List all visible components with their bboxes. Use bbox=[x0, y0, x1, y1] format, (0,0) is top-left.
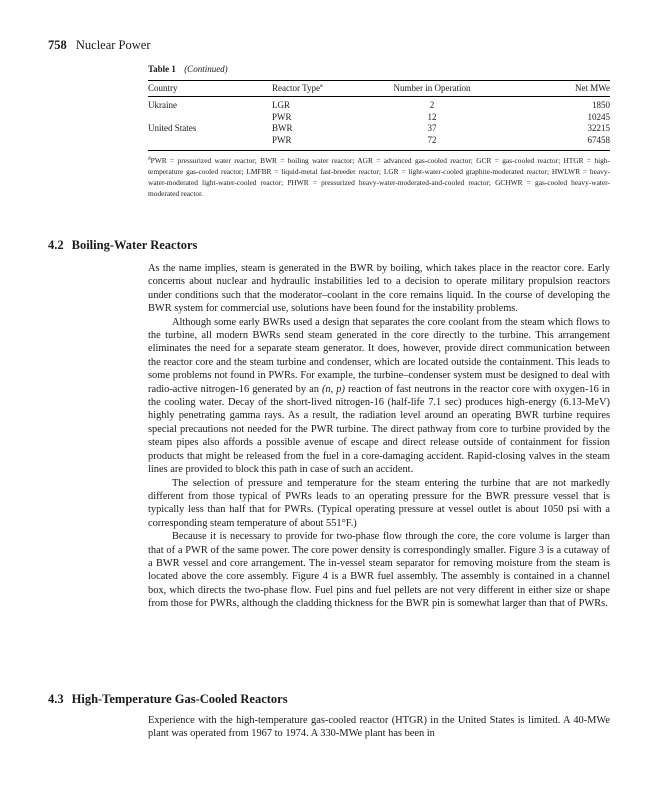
table-header-row bbox=[148, 81, 610, 97]
table-continued: (Continued) bbox=[184, 64, 228, 74]
cell-type: BWR bbox=[272, 123, 293, 133]
section-4-2-body bbox=[148, 262, 610, 611]
cell-mwe: 32215 bbox=[587, 123, 610, 133]
heading-4-2 bbox=[48, 238, 610, 253]
cell-mwe: 67458 bbox=[587, 134, 610, 145]
cell-count: 2 bbox=[429, 100, 435, 110]
paragraph: The selection of pressure and temperature for the steam entering the turbine that are not markedly different from those typical of PWRs leads to an operating pressure for the BWR pressure vessel that is typically less than half that for PWRs. (Typical operating pressure at vessel outlet is about 1050 psi with a corresponding steam temperature of about 551°F.) bbox=[148, 477, 610, 529]
cell-type: LGR bbox=[272, 100, 290, 110]
section-4-3-body bbox=[148, 714, 610, 741]
paragraph bbox=[148, 316, 610, 477]
page-number: 758 bbox=[48, 38, 67, 52]
cell-country bbox=[148, 112, 272, 124]
table-1 bbox=[148, 64, 610, 199]
np-reaction: (n, p) bbox=[321, 383, 345, 395]
cell-mwe: 1850 bbox=[592, 100, 610, 110]
table-label: Table 1 bbox=[148, 64, 176, 74]
running-title: Nuclear Power bbox=[75, 38, 151, 52]
cell-count: 12 bbox=[427, 111, 437, 122]
col-header-net-mwe: Net MWe bbox=[492, 81, 610, 97]
cell-country bbox=[148, 135, 272, 151]
footnote-text: PWR = pressurized water reactor; BWR = boiling water reactor; AGR = advanced gas-cooled reactor; GCR = gas-cooled reactor; HTGR = high-temperature gas-cooled reactor; LMFBR = liquid-metal fast-breeder reactor; LGR = light-water-cooled graphite-moderated reactor; HWLWR = heavy-water-moderated light-water-cooled reactor; PHWR = pressurized heavy-water-moderated-and-cooled reactor; GCHWR = gas-cooled heavy-water-moderated reactor. bbox=[148, 156, 610, 198]
col-header-country: Country bbox=[148, 81, 272, 97]
cell-type: PWR bbox=[272, 134, 292, 145]
cell-count: 37 bbox=[427, 123, 437, 133]
section-number: 4.3 bbox=[48, 692, 64, 706]
section-title: High-Temperature Gas-Cooled Reactors bbox=[71, 692, 288, 706]
col-header-reactor-type bbox=[272, 81, 372, 97]
paragraph-text: reaction of fast neutrons in the reactor core with oxygen-16 in the cooling water. Decay of the short-lived nitrogen-16 (half-life 7.1 sec) produces high-energy (6.13-MeV) highly penetrating gamma rays. As a result, the radiation level around an operating BWR turbine requires special precautions not needed for the PWR turbine. The direct pathway from core to turbine provided by the steam pipes also affords a possible avenue of escape and direct release outside of containment for fission products that might be released from the fuel in a core-damaging accident. Rapid-closing valves in the steam lines are provided to block this path in case of such an accident. bbox=[148, 383, 610, 476]
section-heading-4-2 bbox=[48, 238, 610, 253]
paragraph: Experience with the high-temperature gas-cooled reactor (HTGR) in the United States is limited. A 40-MWe plant was operated from 1967 to 1974. A 330-MWe plant has been in bbox=[148, 715, 610, 740]
section-number: 4.2 bbox=[48, 238, 64, 252]
col-header-number: Number in Operation bbox=[372, 81, 492, 97]
cell-mwe: 10245 bbox=[587, 111, 610, 122]
section-title: Boiling-Water Reactors bbox=[71, 238, 198, 252]
table-row bbox=[148, 135, 610, 151]
paragraph: Because it is necessary to provide for two-phase flow through the core, the core volume is larger than that of a PWR of the same power. The core power density is correspondingly smaller. Figure 3 is a cutaway of a BWR vessel and core arrangement. The in-vessel steam separator for removing moisture from the steam is located above the core assembly. Figure 4 is a BWR fuel assembly. The assembly is contained in a channel box, which directs the two-phase flow. Fuel pins and fuel pellets are not very different in either size or shape from those for PWRs, although the cladding thickness for the BWR pin is somewhat larger than that of PWRs. bbox=[148, 531, 610, 610]
cell-country: Ukraine bbox=[148, 100, 177, 110]
footnote-mark: a bbox=[148, 155, 151, 162]
table-caption bbox=[148, 64, 610, 74]
cell-count: 72 bbox=[427, 134, 437, 145]
table-row bbox=[148, 112, 610, 124]
cell-type: PWR bbox=[272, 111, 292, 122]
paragraph-text: Although some early BWRs used a design that separates the core coolant from the steam which flows to the turbine, all modern BWRs send steam generated in the core directly to the turbine. This arrangement eliminates the need for a separate steam generator. It does, however, provide direct communication between the reactor core and the steam turbine and condenser, which are located outside the containment. This leads to some problems not found in PWRs. For example, the turbine–condenser system must be designed to deal with radio-active nitrogen-16 generated by an bbox=[148, 316, 610, 395]
heading-4-3 bbox=[48, 692, 610, 707]
running-header bbox=[48, 38, 151, 53]
table-row bbox=[148, 123, 610, 135]
table-footnote bbox=[148, 155, 610, 199]
section-heading-4-3 bbox=[48, 692, 610, 707]
table-row bbox=[148, 97, 610, 112]
paragraph: As the name implies, steam is generated in the BWR by boiling, which takes place in the reactor core. Early concerns about nuclear and hydraulic instabilities led to a decision to operate military propulsion reactors under conditions such that the moderator–coolant in the core remains liquid. In the course of developing the BWR system for commercial use, solutions have been found for the instability problems. bbox=[148, 263, 610, 315]
reactor-table bbox=[148, 80, 610, 151]
footnote-mark-a: a bbox=[319, 83, 323, 89]
cell-country: United States bbox=[148, 123, 197, 133]
col-header-reactor-type-text: Reactor Type bbox=[272, 83, 320, 93]
